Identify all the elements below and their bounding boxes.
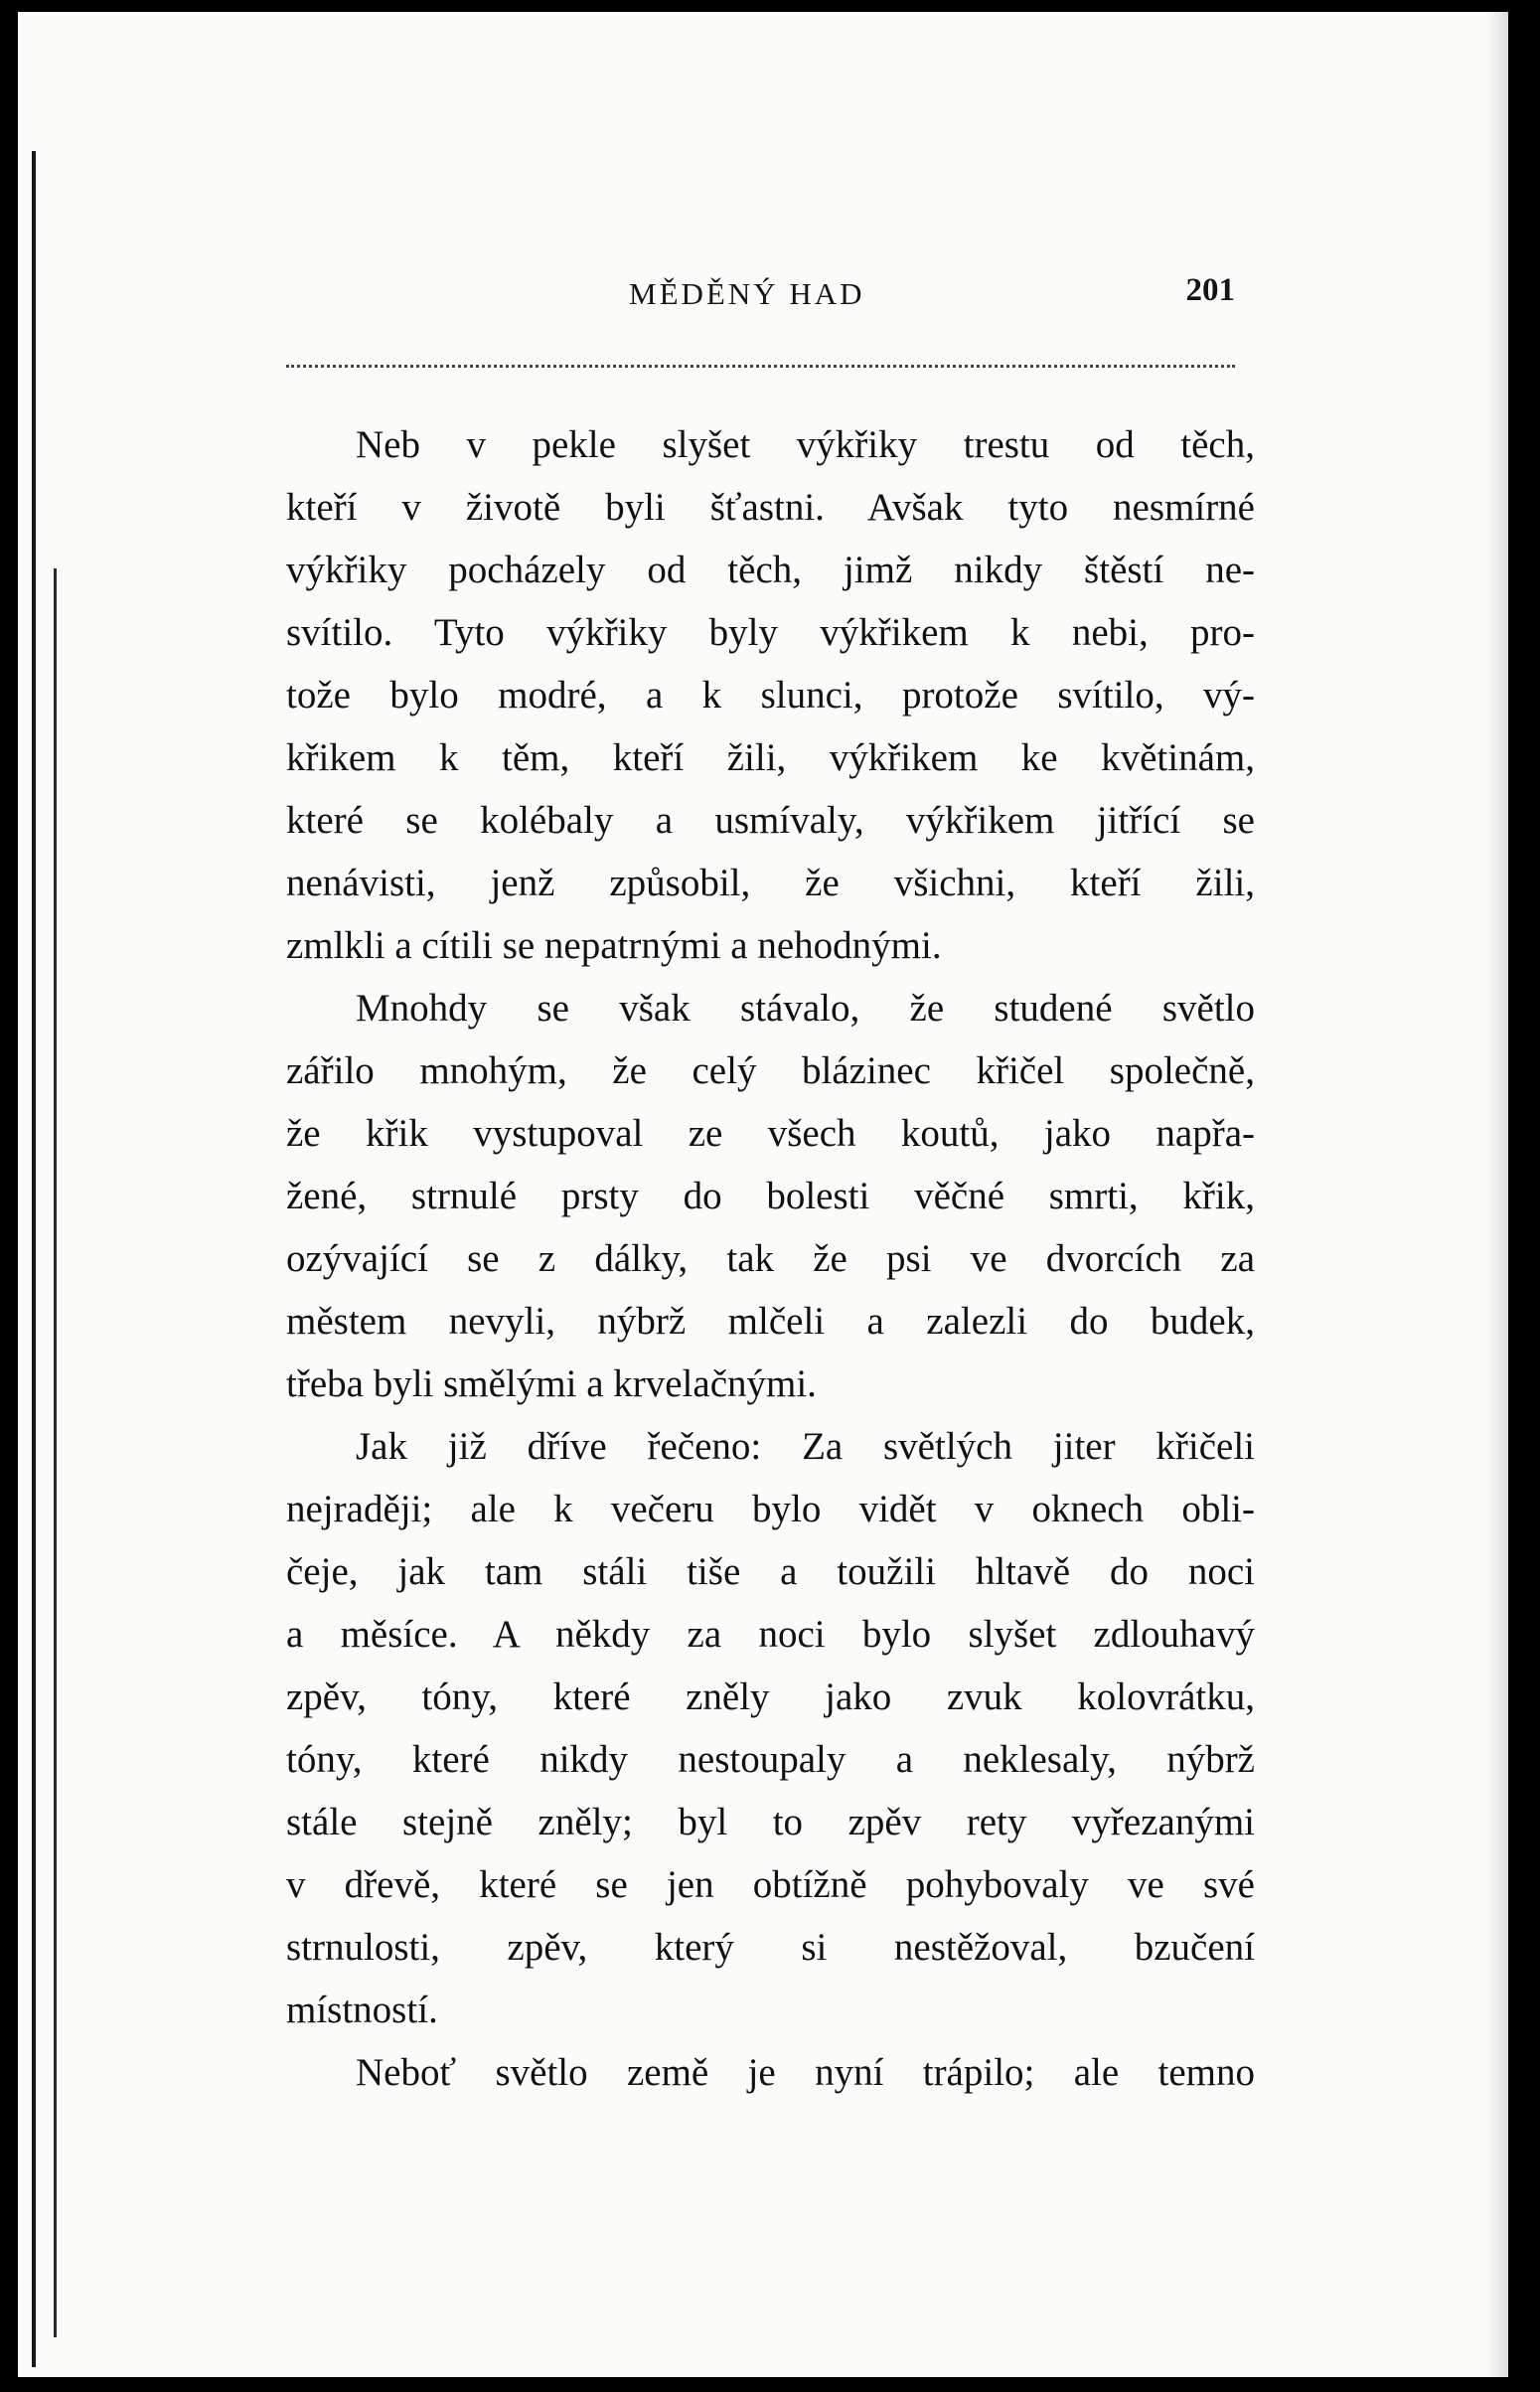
book-page [18, 12, 1508, 2377]
text-line: žené, strnulé prsty do bolesti věčné smrti, křik, [286, 1175, 1255, 1217]
text-line: které se kolébaly a usmívaly, výkřikem jitřící se [286, 799, 1255, 842]
text-line: křikem k těm, kteří žili, výkřikem ke květinám, [286, 736, 1255, 779]
text-line: zmlkli a cítili se nepatrnými a nehodnými. [286, 924, 942, 967]
text-line: místností. [286, 1989, 438, 2031]
text-line: nenávisti, jenž způsobil, že všichni, kteří žili, [286, 862, 1255, 904]
header-rule [286, 365, 1235, 368]
text-line: tóny, které nikdy nestoupaly a neklesaly, nýbrž [286, 1738, 1255, 1781]
text-line: výkřiky pocházely od těch, jimž nikdy štěstí ne- [286, 549, 1255, 591]
text-line: ozývající se z dálky, tak že psi ve dvorcích za [286, 1237, 1255, 1280]
text-line: Neboť světlo země je nyní trápilo; ale temno [356, 2051, 1255, 2094]
text-line: že křik vystupoval ze všech koutů, jako napřa- [286, 1112, 1255, 1155]
text-line: a měsíce. A někdy za noci bylo slyšet zdlouhavý [286, 1613, 1255, 1656]
page-right-edge [1486, 12, 1508, 2377]
text-line: tože bylo modré, a k slunci, protože svítilo, vý- [286, 674, 1255, 717]
running-head: MĚDĚNÝ HAD [629, 276, 865, 311]
text-line: Mnohdy se však stávalo, že studené světlo [356, 987, 1255, 1030]
text-line: Jak již dříve řečeno: Za světlých jiter křičeli [356, 1425, 1255, 1468]
text-line: městem nevyli, nýbrž mlčeli a zalezli do budek, [286, 1300, 1255, 1343]
text-line: zpěv, tóny, které zněly jako zvuk kolovrátku, [286, 1675, 1255, 1718]
text-line: v dřevě, které se jen obtížně pohybovaly ve své [286, 1863, 1255, 1906]
text-line: čeje, jak tam stáli tiše a toužili hltavě do noci [286, 1550, 1255, 1593]
page-header [286, 266, 1235, 326]
text-line: zářilo mnohým, že celý blázinec křičel společně, [286, 1049, 1255, 1092]
text-line: nejraději; ale k večeru bylo vidět v oknech obli- [286, 1488, 1255, 1530]
page-edge-shadow [32, 151, 36, 2367]
text-line: svítilo. Tyto výkřiky byly výkřikem k nebi, pro- [286, 611, 1255, 654]
page-number: 201 [1185, 272, 1235, 308]
text-line: strnulosti, zpěv, který si nestěžoval, bzučení [286, 1926, 1255, 1969]
text-line: třeba byli smělými a krvelačnými. [286, 1362, 817, 1405]
text-line: stále stejně zněly; byl to zpěv rety vyřezanými [286, 1801, 1255, 1843]
text-line: Neb v pekle slyšet výkřiky trestu od těch, [356, 423, 1255, 466]
page-edge-line [54, 568, 57, 2337]
text-line: kteří v životě byli šťastni. Avšak tyto nesmírné [286, 486, 1255, 529]
body-text [286, 413, 1255, 2104]
